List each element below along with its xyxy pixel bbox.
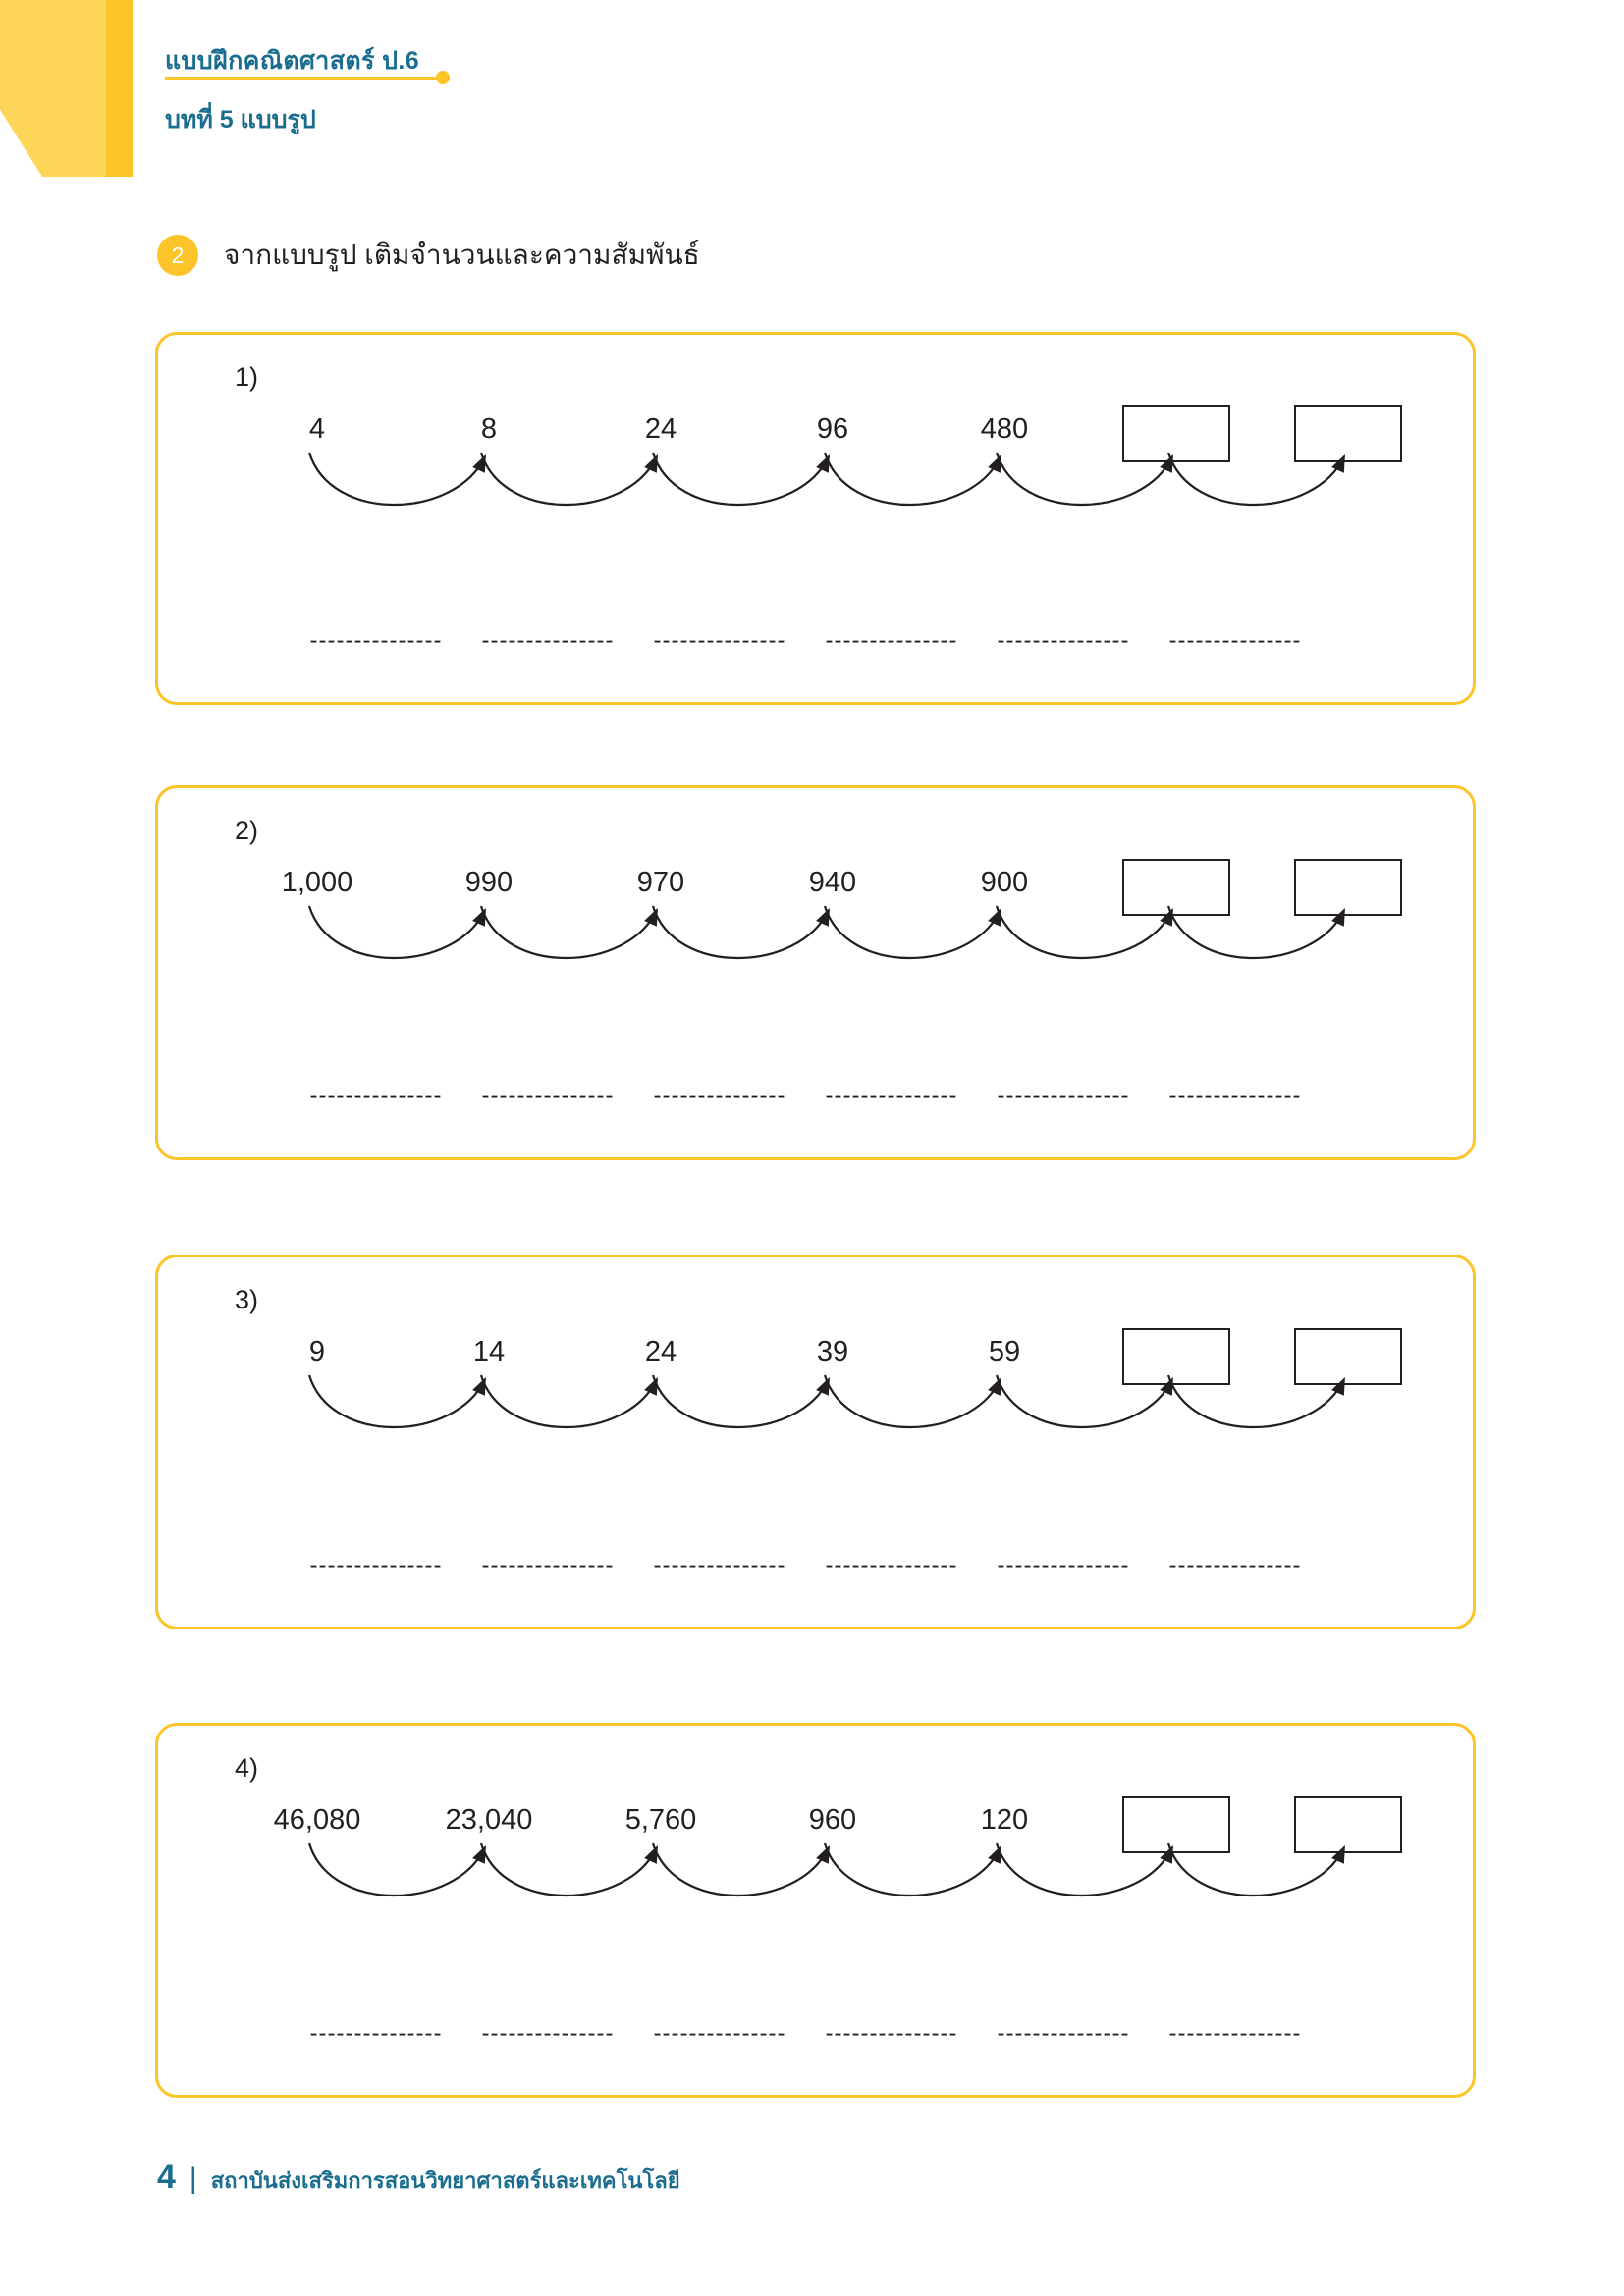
sequence-value: 1,000 <box>281 867 353 898</box>
answer-line[interactable]: --------------- <box>653 1083 786 1109</box>
exercise-number-badge: 2 <box>157 235 198 276</box>
sequence-value: 14 <box>472 1336 506 1367</box>
relation-arrow <box>1168 453 1344 505</box>
answer-lines-row <box>219 627 1417 657</box>
answer-lines-row <box>219 1552 1417 1581</box>
sequence-value: 990 <box>464 867 514 898</box>
sequence-value: 9 <box>308 1336 326 1367</box>
answer-line[interactable]: --------------- <box>825 627 958 654</box>
relation-arrow <box>653 1375 829 1427</box>
answer-line[interactable]: --------------- <box>481 1083 615 1109</box>
answer-line[interactable]: --------------- <box>1168 2020 1302 2047</box>
answer-line[interactable]: --------------- <box>653 1552 786 1578</box>
sequence-row <box>219 1804 1417 1981</box>
sequence-value: 900 <box>980 867 1029 898</box>
relation-arrow <box>825 906 1001 958</box>
answer-line[interactable]: --------------- <box>1168 1083 1302 1109</box>
relation-arrow <box>825 1843 1001 1896</box>
relation-arrow <box>825 1375 1001 1427</box>
answer-line[interactable]: --------------- <box>997 1552 1130 1578</box>
problem-box <box>155 332 1476 705</box>
relation-arrow <box>653 1843 829 1896</box>
sequence-value: 59 <box>988 1336 1021 1367</box>
answer-line[interactable]: --------------- <box>997 1083 1130 1109</box>
relation-arrow <box>1168 1843 1344 1896</box>
sequence-value: 960 <box>808 1804 857 1836</box>
answer-line[interactable]: --------------- <box>309 1552 443 1578</box>
workbook-title: แบบฝึกคณิตศาสตร์ ป.6 <box>165 47 420 75</box>
footer-separator: | <box>189 2163 197 2195</box>
answer-line[interactable]: --------------- <box>825 1083 958 1109</box>
answer-line[interactable]: --------------- <box>825 2020 958 2047</box>
relation-arrow <box>997 453 1172 505</box>
page-footer <box>157 2159 680 2198</box>
instruction-text: จากแบบรูป เติมจำนวนและความสัมพันธ์ <box>224 240 700 270</box>
relation-arrow <box>309 453 485 505</box>
answer-line[interactable]: --------------- <box>825 1552 958 1578</box>
sequence-value: 120 <box>980 1804 1029 1836</box>
arrow-group <box>219 1838 1417 1946</box>
answer-line[interactable]: --------------- <box>481 627 615 654</box>
relation-arrow <box>653 453 829 505</box>
relation-arrow <box>481 453 657 505</box>
problem-box <box>155 785 1476 1160</box>
answer-line[interactable]: --------------- <box>309 1083 443 1109</box>
problem-label: 3) <box>235 1285 259 1314</box>
sequence-value: 5,760 <box>624 1804 697 1836</box>
sequence-row <box>219 413 1417 590</box>
relation-arrow <box>309 1843 485 1896</box>
header-text-group <box>165 41 419 139</box>
organization-name: สถาบันส่งเสริมการสอนวิทยาศาสตร์และเทคโนโลยี <box>210 2168 680 2193</box>
answer-line[interactable]: --------------- <box>1168 627 1302 654</box>
answer-lines-row <box>219 2020 1417 2050</box>
relation-arrow <box>997 1843 1172 1896</box>
arrow-group <box>219 900 1417 1008</box>
sequence-value: 4 <box>308 413 326 445</box>
answer-line[interactable]: --------------- <box>309 2020 443 2047</box>
answer-line[interactable]: --------------- <box>1168 1552 1302 1578</box>
page-header <box>0 0 1624 177</box>
problem-label: 1) <box>235 362 259 392</box>
answer-line[interactable]: --------------- <box>653 2020 786 2047</box>
relation-arrow <box>481 1843 657 1896</box>
sequence-value: 8 <box>480 413 498 445</box>
problem-label: 4) <box>235 1753 259 1783</box>
relation-arrow <box>1168 906 1344 958</box>
arrow-group <box>219 447 1417 555</box>
header-dot-icon <box>436 71 450 84</box>
relation-arrow <box>481 1375 657 1427</box>
sequence-value: 480 <box>980 413 1029 445</box>
relation-arrow <box>1168 1375 1344 1427</box>
answer-line[interactable]: --------------- <box>481 2020 615 2047</box>
sequence-value: 24 <box>644 413 677 445</box>
chapter-title: บทที่ 5 แบบรูป <box>165 106 316 133</box>
instruction-row <box>157 234 700 277</box>
sequence-value: 24 <box>644 1336 677 1367</box>
answer-line[interactable]: --------------- <box>309 627 443 654</box>
sequence-value: 940 <box>808 867 857 898</box>
sequence-value: 23,040 <box>445 1804 533 1836</box>
relation-arrow <box>825 453 1001 505</box>
problem-label: 2) <box>235 816 259 845</box>
arrow-group <box>219 1369 1417 1477</box>
relation-arrow <box>997 1375 1172 1427</box>
sequence-row <box>219 1336 1417 1513</box>
relation-arrow <box>481 906 657 958</box>
problem-box <box>155 1723 1476 2098</box>
page-number: 4 <box>157 2159 176 2196</box>
header-tab-inner-shape <box>0 0 106 177</box>
relation-arrow <box>309 1375 485 1427</box>
answer-line[interactable]: --------------- <box>653 627 786 654</box>
problem-box <box>155 1255 1476 1629</box>
sequence-value: 46,080 <box>273 1804 361 1836</box>
answer-line[interactable]: --------------- <box>481 1552 615 1578</box>
sequence-value: 39 <box>816 1336 849 1367</box>
relation-arrow <box>997 906 1172 958</box>
answer-lines-row <box>219 1083 1417 1112</box>
answer-line[interactable]: --------------- <box>997 627 1130 654</box>
sequence-value: 96 <box>816 413 849 445</box>
answer-line[interactable]: --------------- <box>997 2020 1130 2047</box>
relation-arrow <box>653 906 829 958</box>
sequence-value: 970 <box>636 867 685 898</box>
header-tab-shape <box>0 0 133 177</box>
sequence-row <box>219 867 1417 1043</box>
relation-arrow <box>309 906 485 958</box>
